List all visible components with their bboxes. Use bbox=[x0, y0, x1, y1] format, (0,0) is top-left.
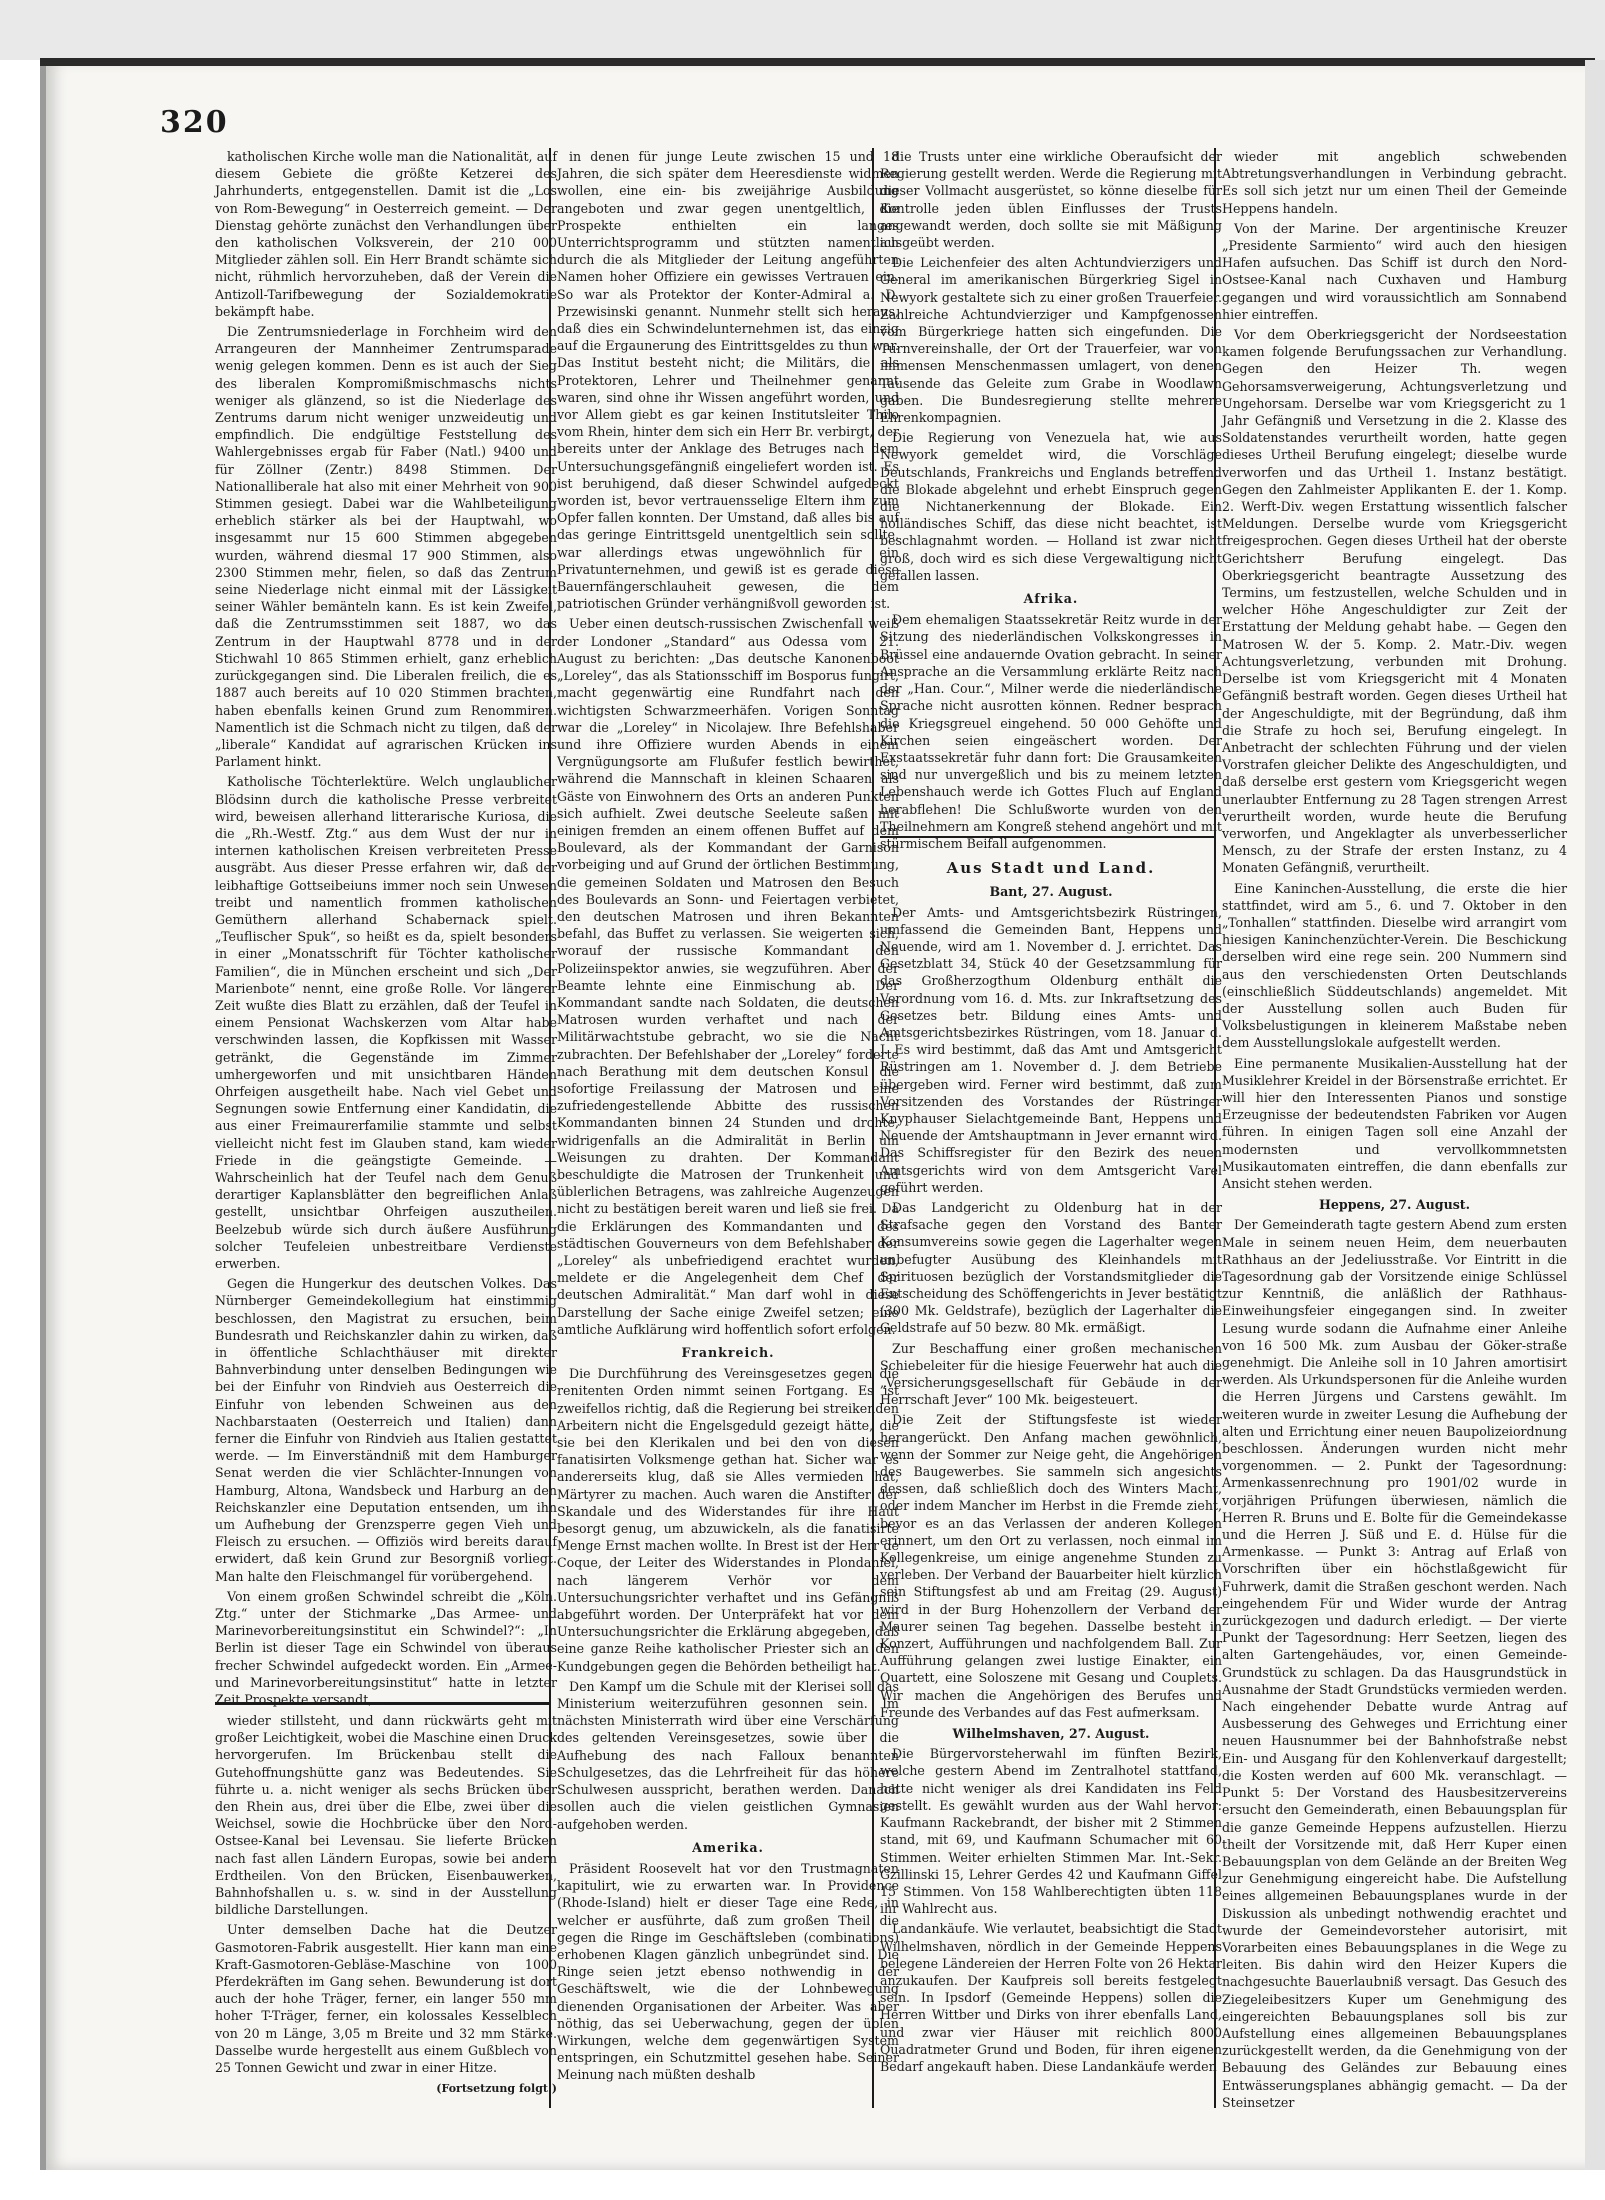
page-right-edge bbox=[1585, 60, 1605, 2170]
paragraph: in denen für junge Leute zwischen 15 und 18 Jahren, die sich später dem Heeresdienste widmen wollen, eine ein- bis zweijährige Ausbildung angeboten und zwar gegen unentgeltlich, die Prospekte enthielten ein langes Unterrichtsprogramm und stützten namentlich durch die als Mitglieder der Leitung angeführten Namen hoher Offiziere ein gewisses Vertrauen ein. So war als Protektor der Konter-Admiral a. D. Przewisinski genannt. Nunmehr stellt sich heraus, daß dies ein Schwindelunternehmen ist, das einzig auf die Ergaunerung des Eintrittsgeldes zu thun war. Das Institut besteht nicht; die Militärs, die als Protektoren, Lehrer und Theilnehmer genannt waren, sind ohne ihr Wissen angeführt worden, und vor Allem giebt es gar keinen Institutsleiter Thilo vom Rhein, hinter dem sich ein Herr Br. verbirgt, der bereits unter der Anklage des Betruges nach dem Untersuchungsgefängniß eingeliefert worden ist. Es ist beruhigend, daß dieser Schwindel aufgedeckt worden ist, bevor vertrauensselige Eltern ihm zum Opfer fallen konnten. Der Umstand, daß alles bis auf das geringe Eintrittsgeld unentgeltlich sein sollte, war allerdings etwas ungewöhnlich für ein Privatunternehmen, und gewiß ist es gerade diese Bauernfängerschlauheit gewesen, die dem patriotischen Gründer verhängnißvoll geworden ist. bbox=[557, 149, 899, 612]
page-top-edge bbox=[40, 58, 1595, 66]
paragraph: katholischen Kirche wolle man die Nationalität, auf diesem Gebiete die größte Ketzerei des Jahrhunderts, entgegenstellen. Damit ist die „Los von Rom-Bewegung“ in Oesterreich gemeint. — Der Dienstag gehörte zunächst den Verhandlungen über den katholischen Volksverein, der 210 000 Mitglieder zählen soll. Ein Herr Brandt schämte sich nicht, rühmlich hervorzuheben, daß der Verein die Antizoll-Tarifbewegung der Sozialdemokratie bekämpft habe. bbox=[215, 149, 557, 319]
column-3 bbox=[880, 148, 1222, 2108]
heading-afrika: Afrika. bbox=[1023, 591, 1079, 607]
paragraph: Die Durchführung des Vereinsgesetzes gegen die renitenten Orden nimmt seinen Fortgang. Es ist zweifellos richtig, daß die Regierung bei streikenden Arbeitern nicht die Engelsgeduld gezeigt hätte, die sie bei den Klerikalen und bei den von diesen fanatisirten Volksmenge gethan hat. Sicher war es andererseits klug, daß sie Alles vermieden hat, Märtyrer zu machen. Auch waren die Anstifter der Skandale und des Widerstandes für ihre Haut besorgt genug, um abzuwickeln, als die fanatisirte Menge Ernst machen wollte. In Brest ist der Herr de Coque, der Leiter des Widerstandes in Plondaniel, nach längerem Verhör vor dem Untersuchungsrichter verhaftet und ins Gefängniß abgeführt worden. Der Unterpräfekt hat vor dem Untersuchungsrichter die Erklärung abgegeben, daß eine ganze Reihe katholischer Priester sich an den Kundgebungen gegen die Behörden betheiligt hat. bbox=[557, 1366, 899, 1674]
heading-frankreich: Frankreich. bbox=[681, 1345, 775, 1361]
page-number: 320 bbox=[160, 105, 229, 140]
feuilleton-column bbox=[215, 1712, 557, 2107]
paragraph: Die Bürgervorsteherwahl im fünften Bezirk, welche gestern Abend im Zentralhotel stattfand, hatte nicht weniger als drei Kandidaten ins Feld gestellt. Es gewählt wurden aus der Wahl hervor: Kaufmann Rackebrandt, der bisher mit 2 Stimmen stand, mit 69, und Kaufmann Schumacher mit 60 Stimmen. Weiter erhielten Stimmen Mar. Int.-Sekr. Gzillinski 15, Lehrer Gerdes 42 und Kaufmann Giffel 15 Stimmen. Von 158 Wahlberechtigten übten 118 ihr Wahlrecht aus. bbox=[880, 1746, 1222, 1917]
paragraph: Vor dem Oberkriegsgericht der Nordseestation kamen folgende Berufungssachen zur Verhandlung. Gegen den Heizer Th. wegen Gehorsamsverweigerung, Achtungsverletzung und Ungehorsam. Derselbe war vom Kriegsgericht zu 1 Jahr Gefängniß und Versetzung in die 2. Klasse des Soldatenstandes verurtheilt worden, hatte gegen dieses Urtheil Berufung eingelegt; dieselbe wurde verworfen und das Urtheil 1. Instanz bestätigt. Gegen den Zahlmeister Applikanten E. der 1. Komp. 2. Werft-Div. wegen Erstattung wissentlich falscher Meldungen. Derselbe wurde vom Kriegsgericht freigesprochen. Gegen dieses Urtheil hat der oberste Gerichtsherr Berufung eingelegt. Das Oberkriegsgericht beantragte Aussetzung des Termins, um festzustellen, welche Schulden und in welcher Höhe Angeschuldigter zur Zeit der Erstattung der Meldung gehabt habe. — Gegen den Matrosen W. der 5. Komp. 2. Matr.-Div. wegen Achtungsverletzung, verbunden mit Drohung. Derselbe ist vom Kriegsgericht mit 4 Monaten Gefängniß bestraft worden. Gegen dieses Urtheil hat der Angeschuldigte, mit der Begründung, daß ihm die Strafe zu hoch sei, Berufung eingelegt. In Anbetracht der schlechten Führung und der vielen Vorstrafen gleicher Delikte des Angeschuldigten, und daß derselbe erst gestern vom Kriegsgericht wegen unerlaubter Entfernung zu 28 Tagen strengen Arrest verurtheilt worden, wurde heute die Berufung verworfen, und Angeklagter als unverbesserlicher Mensch, zu der Strafe der ersten Instanz, zu 4 Monaten Gefängniß, verurtheilt. bbox=[1222, 327, 1567, 876]
paragraph: Eine Kaninchen-Ausstellung, die erste die hier stattfindet, wird am 5., 6. und 7. Oktober in den „Tonhallen“ stattfinden. Dieselbe wird arrangirt vom hiesigen Kaninchenzüchter-Verein. Die Beschickung derselben wird eine rege sein. 200 Nummern sind aus den verschiedensten Orten Deutschlands (einschließlich Süddeutschlands) angemeldet. Mit der Ausstellung sollen auch Buden für Volksbelustigungen in kleinerem Maßstabe neben dem Ausstellungslokale aufgestellt werden. bbox=[1222, 880, 1567, 1051]
paragraph: Die Zentrumsniederlage in Forchheim wird den Arrangeuren der Mannheimer Zentrumsparade wenig gelegen kommen. Denn es ist auch der Sieg des liberalen Kompromißmischmaschs nichts weniger als glänzend, so ist die Niederlage des Zentrums darum nicht weniger unzweideutig und empfindlich. Die endgültige Feststellung des Wahlergebnisses ergab für Faber (Natl.) 9400 und für Zöllner (Zentr.) 8498 Stimmen. Der Nationalliberale hat also mit einer Mehrheit von 900 Stimmen gesiegt. Dabei war die Wahlbeteiligung erheblich stärker als bei der Hauptwahl, wo insgesammt nur 15 600 Stimmen abgegeben wurden, während diesmal 17 900 Stimmen, also 2300 Stimmen mehr, fielen, so daß das Zentrum seine Niederlage nicht einmal mit der Lässigkeit seiner Wähler bemänteln kann. Es ist kein Zweifel, daß die Zentrumsstimmen seit 1887, wo das Zentrum in der Hauptwahl 8778 und in der Stichwahl 10 865 Stimmen erhielt, ganz erheblich zurückgegangen sind. Die Liberalen freilich, die es 1887 auch bereits auf 10 020 Stimmen brachten, haben ebenfalls keinen Grund zum Renommiren. Namentlich ist die Schmach nicht zu tilgen, daß der „liberale“ Kandidat auf agrarischen Krücken ins Parlament hinkt. bbox=[215, 324, 557, 770]
paragraph: Landankäufe. Wie verlautet, beabsichtigt die Stadt Wilhelmshaven, nördlich in der Gemeinde Heppens belegene Ländereien der Herren Folte von 26 Hektar anzukaufen. Der Kaufpreis soll bereits festgelegt sein. In Ipsdorf (Gemeinde Heppens) sollen die Herren Wittber und Dirks von ihrer ebenfalls Land, und zwar vier Häuser mit reichlich 8000 Quadratmeter Grund und Boden, für ihren eigenen Bedarf angekauft haben. Diese Landankäufe werden bbox=[880, 1921, 1222, 2074]
column-2 bbox=[557, 148, 899, 2108]
column-4 bbox=[1222, 148, 1567, 2108]
paragraph: Unter demselben Dache hat die Deutzer Gasmotoren-Fabrik ausgestellt. Hier kann man eine Kraft-Gasmotoren-Gebläse-Maschine von 1000 Pferdekräften im Gang sehen. Bewunderung ist dort auch der hohe Träger, ferner, ein langer 550 mm hoher T-Träger, ferner, ein kolossales Kesselblech von 20 m Länge, 3,05 m Breite und 32 mm Stärke. Dasselbe wurde hergestellt aus einem Gußblech von 25 Tonnen Gewicht und zwar in einer Hitze. bbox=[215, 1922, 557, 2076]
paragraph: Gegen die Hungerkur des deutschen Volkes. Das Nürnberger Gemeindekollegium hat einstimmig beschlossen, den Magistrat zu ersuchen, beim Bundesrath und Reichskanzler dahin zu wirken, daß in öffentliche Schlachthäuser mit direkter Bahnverbindung unter denselben Bedingungen wie bei der Einfuhr von Rindvieh aus Oesterreich die Einfuhr von lebenden Schweinen aus den Nachbarstaaten (Oesterreich und Italien) dann ferner die Einfuhr von Rindvieh aus Italien gestattet werde. — Im Einverständniß mit dem Hamburger Senat werden die vier Schlächter-Innungen von Hamburg, Altona, Wandsbeck und Harburg an den Reichskanzler eine Deputation entsenden, um ihn um Aufhebung der Grenzsperre gegen Vieh und Fleisch zu ersuchen. — Offiziös wird bereits darauf erwidert, daß kein Grund zur Besorgniß vorliegt. Man halte den Fleischmangel für vorübergehend. bbox=[215, 1276, 557, 1584]
paragraph: Den Kampf um die Schule mit der Klerisei soll das Ministerium weiterzuführen gesonnen sein. Im nächsten Ministerrath wird über eine Verschärfung des geltenden Vereinsgesetzes, sowie über die Aufhebung des nach Falloux benannten Schulgesetzes, das die Lehrfreiheit für das höhere Schulwesen ausspricht, berathen werden. Danach sollen auch die vielen geistlichen Gymnasien aufgehoben werden. bbox=[557, 1678, 899, 1832]
paragraph: Die Regierung von Venezuela hat, wie aus Newyork gemeldet wird, die Vorschläge Deutschlands, Frankreichs und Englands betreffend die Blokade abgelehnt und erhebt Einspruch gegen die Nichtanerkennung der Blokade. Ein holländisches Schiff, das diese nicht beachtet, ist beschlagnahmt worden. — Holland ist zwar nicht groß, doch wird es sich diese Vergewaltigung nicht gefallen lassen. bbox=[880, 430, 1222, 583]
paragraph: Katholische Töchterlektüre. Welch unglaublicher Blödsinn durch die katholische Presse verbreitet wird, beweisen allerhand litterarische Kuriosa, die die „Rh.-Westf. Ztg.“ aus dem Wust der nur in internen katholischen Kreisen verbreiteten Presse ausgräbt. Aus dieser Presse erfahren wir, daß der leibhaftige Gottseibeiuns immer noch sein Unwesen treibt und namentlich frommen katholischen Gemüthern allerhand Schabernack spielt. „Teuflischer Spuk“, so heißt es da, spielt besonders in einer „Monatsschrift für Töchter katholischer Familien“, die in München erscheint und sich „Der Marienbote“ nennt, eine große Rolle. Vor längerer Zeit wußte dies Blatt zu erzählen, daß der Teufel in einem Pensionat Wachskerzen vom Altar habe verschwinden lassen, die Kopfkissen mit Wasser getränkt, die Gegenstände im Zimmer umhergeworfen und mit unsichtbaren Händen Ohrfeigen ausgetheilt habe. Nach viel Gebet und Segnungen sowie Entfernung einer Kandidatin, die aus einer Freimaurerfamilie stammte und selbst vielleicht nicht fest im Glauben stand, kam wieder Friede in die geängstigte Gemeinde. — Wahrscheinlich hat der Teufel nach dem Genuß derartiger Kaplansblätter den begreiflichen Anlaß gestellt, unsichtbar Ohrfeigen auszutheilen. Beelzebub würde sich durch äußere Ausführung solcher Teufeleien unbestreitbare Verdienste erwerben. bbox=[215, 774, 557, 1271]
paragraph: Ueber einen deutsch-russischen Zwischenfall weiß der Londoner „Standard“ aus Odessa vom 21. August zu berichten: „Das deutsche Kanonenboot „Loreley“, das als Stationsschiff im Bosporus fungirt, macht gegenwärtig eine Rundfahrt nach den wichtigsten Schwarzmeerhäfen. Vorigen Sonntag war die „Loreley“ in Nicolajew. Ihre Befehlshaber und ihre Offiziere wurden Abends in einem Vergnügungsorte am Flußufer festlich bewirthet, während die Mannschaft in kleinen Schaaren als Gäste von Einwohnern des Orts an anderen Punkten sich aufhielt. Zwei deutsche Seeleute saßen mit einigen fremden an einem offenen Buffet auf dem Boulevard, als der Kommandant der Garnison vorbeiging und auf Grund der örtlichen Bestimmung, die gemeinen Soldaten und Matrosen den Besuch des Boulevards an Sonn- und Feiertagen verbietet, den deutschen Matrosen und ihren Bekannten befahl, das Buffet zu verlassen. Sie weigerten sich, worauf der russische Kommandant den Polizeiinspektor anwies, sie wegzuführen. Aber der Beamte lehnte eine Einmischung ab. Der Kommandant sandte nach Soldaten, die deutschen Matrosen wurden verhaftet und nach der Militärwachtstube gebracht, wo sie die Nacht zubrachten. Der Befehlshaber der „Loreley“ forderte nach Berathung mit dem deutschen Konsul die sofortige Freilassung der Matrosen und eine zufriedengestellende Abbitte des russischen Kommandanten binnen 24 Stunden und drohte, widrigenfalls an die Admiralität in Berlin um Weisungen zu drahten. Der Kommandant beschuldigte die Matrosen der Trunkenheit und üblerlichen Betragens, was zahlreiche Augenzeugen nicht zu bestätigen bereit waren und ließ sie frei. Da die Erklärungen des Kommandanten und des städtischen Gouverneurs von dem Befehlshaber der „Loreley“ als unbefriedigend erachtet wurden, meldete er die Angelegenheit dem Chef der deutschen Admiralität.“ Man darf wohl in diese Darstellung der Sache einige Zweifel setzen; eine amtliche Aufklärung wird hoffentlich sofort erfolgen. bbox=[557, 616, 899, 1337]
scan-background bbox=[0, 0, 1605, 60]
paragraph: Die Zeit der Stiftungsfeste ist wieder herangerückt. Den Anfang machen gewöhnlich, wenn der Sommer zur Neige geht, die Angehörigen des Baugewerbes. Sie sammeln sich angesichts dessen, daß schließlich doch des Winters Macht, oder indem Mancher im Herbst in die Fremde zieht, bevor es an das Verlassen der anderen Kollegen erinnert, um den Ort zu verlassen, noch einmal im Kollegenkreise, um einige angenehme Stunden zu verleben. Der Verband der Bauarbeiter hielt kürzlich sein Stiftungsfest ab und am Freitag (29. August) wird in der Burg Hohenzollern der Verband der Maurer seinen Tag begehen. Dasselbe besteht in Konzert, Aufführungen und nachfolgendem Ball. Zur Aufführung gelangen zwei lustige Einakter, ein Quartett, eine Soloszene mit Gesang und Couplets. Wir machen die Angehörigen des Berufes und Freunde des Verbandes auf das Fest aufmerksam. bbox=[880, 1412, 1222, 1720]
paragraph: Von einem großen Schwindel schreibt die „Köln. Ztg.“ unter der Stichmarke „Das Armee- und Marinevorbereitungsinstitut ein Schwindel?“: „In Berlin ist dieser Tage ein Schwindel von überaus frecher Schwindel aufgedeckt worden. Ein „Armee- und Marinevorbereitungsinstitut“ hatte in letzter Zeit Prospekte versandt, bbox=[215, 1588, 557, 1708]
paragraph: Der Gemeinderath tagte gestern Abend zum ersten Male in seinem neuen Heim, dem neuerbauten Rathhaus an der Jedeliusstraße. Vor Eintritt in die Tagesordnung gab der Vorsitzende einige Schlüssel zur Kenntniß, die anläßlich der Rathhaus-Einweihungsfeier eingegangen sind. In zweiter Lesung wurde sodann die Aufnahme einer Anleihe von 16 500 Mk. zum Ausbau der Göker-straße genehmigt. Die Anleihe soll in 10 Jahren amortisirt werden. Als Urkundspersonen für die Anleihe wurden die Herren Jürgens und Carstens gewählt. Im weiteren wurde in zweiter Lesung die Aufhebung der alten und Errichtung einer neuen Baupolizeiordnung beschlossen. Änderungen wurden nicht mehr vorgenommen. — 2. Punkt der Tagesordnung: Armenkassenrechnung pro 1901/02 wurde in vorjährigen Prüfungen überwiesen, nämlich die Herren R. Bruns und E. Bolte für die Gemeindekasse und die Herren J. Süß und E. d. Hülse für die Armenkasse. — Punkt 3: Antrag auf Erlaß von Vorschriften über ein höchstlaßgewicht für Fuhrwerk, damit die Straßen geschont werden. Nach eingehendem Für und Wider wurde der Antrag zurückgezogen und dadurch erledigt. — Der vierte Punkt der Tagesordnung: Herr Seetzen, liegen des alten Gartengehäudes, vor, einen Gemeinde-Grundstück zu schlagen. Da das Hausgrundstück in Ausnahme der Stadt Grundstücks vermieden werden. Nach eingehender Debatte wurde Antrag auf Ausbesserung des Gehweges und Errichtung einer neuen Hausnummer bei der Bahnhofstraße nebst Ein- und Ausgang für den Kohlenverkauf dargestellt; die Kosten werden auf 600 Mk. veranschlagt. — Punkt 5: Der Vorstand des Hausbesitzervereins ersucht den Gemeinderath, einen Bebauungsplan für die ganze Gemeinde Heppens aufzustellen. Hierzu theilt der Vorsitzende mit, daß Herr Kuper einen Bebauungsplan von dem Gelände an der Breiten Weg zur Genehmigung eingereicht habe. Die Aufstellung eines allgemeinen Bebauungsplanes wurde in der Diskussion als unbedingt nothwendig erachtet und wurde der Gemeindevorsteher autorisirt, mit Vorarbeiten eines Bebauungsplanes in die Wege zu leiten. Bis dahin wird den Heizer Kupers die nachgesuchte Bauerlaubniß versagt. Das Gesuch des Ziegeleibesitzers Kuper um Genehmigung des eingereichten Bebauungsplanes soll bis zur Aufstellung eines allgemeinen Bebauungsplanes zurückgestellt werden, da die Genehmigung von der Bebauung des Geländes zur Bebauung eines Entwässerungsplanes abhängig gemacht. — Da der Steinsetzer bbox=[1222, 1217, 1567, 2110]
dateline: Wilhelmshaven, 27. August. bbox=[952, 1726, 1150, 1742]
dateline: Heppens, 27. August. bbox=[1318, 1197, 1471, 1213]
paragraph: wieder mit angeblich schwebenden Abtretungsverhandlungen in Verbindung gebracht. Es soll sich jetzt nur um einen Theil der Gemeinde Heppens handeln. bbox=[1222, 149, 1567, 216]
paragraph: die Trusts unter eine wirkliche Oberaufsicht der Regierung gestellt werden. Werde die Regierung mit dieser Vollmacht ausgerüstet, so könne dieselbe für Kontrolle jeden üblen Einflusses der Trusts angewandt werden, doch sollte sie mit Mäßigung ausgeübt werden. bbox=[880, 149, 1222, 251]
paragraph: Der Amts- und Amtsgerichtsbezirk Rüstringen, umfassend die Gemeinden Bant, Heppens und Neuende, wird am 1. November d. J. errichtet. Das Gesetzblatt 34, Stück 40 der Gesetzsammlung für das Großherzogthum Oldenburg enthält die Verordnung vom 16. d. Mts. zur Inkraftsetzung des Gesetzes betr. Bildung eines Amts- und Amtsgerichtsbezirkes Rüstringen, vom 18. Januar d. J. Es wird bestimmt, daß das Amt und Amtsgericht Rüstringen am 1. November d. J. dem Betriebe übergeben wird. Ferner wird bestimmt, daß zum Vorsitzenden des Vorstandes der Rüstringer Knyphauser Sielachtgemeinde Bant, Heppens und Neuende der Amtshauptmann in Jever ernannt wird. Das Schiffsregister für den Bezirk des neuen Amtsgerichts wird von dem Amtsgericht Varel geführt werden. bbox=[880, 904, 1222, 1195]
paragraph: Die Leichenfeier des alten Achtundvierzigers und General im amerikanischen Bürgerkrieg Sigel in Newyork gestaltete sich zu einer großen Trauerfeier. Zahlreiche Achtundvierziger und Kampfgenossen vom Bürgerkriege hatten sich eingefunden. Die Turnvereinshalle, der Ort der Trauerfeier, war von immensen Menschenmassen umlagert, von denen Tausende das Geleite zum Grabe in Woodlawn gaben. Die Bundesregierung stellte mehrere Ehrenkompagnien. bbox=[880, 255, 1222, 426]
paragraph: Präsident Roosevelt hat vor den Trustmagnaten kapitulirt, wie zu erwarten war. In Providence (Rhode-Island) hielt er dieser Tage eine Rede, in welcher er ausführte, daß zum großen Theil die gegen die Ringe im Geschäftsleben (combinations) erhobenen Klagen gänzlich unbegründet sind. Die Ringe seien jetzt ebenso nothwendig in der Geschäftswelt, wie die der Lohnbewegung dienenden Organisationen der Arbeiter. Was aber nöthig, das sei Ueberwachung, gegen der üblen Wirkungen, welche dem gegenwärtigen System entspringen, ein Schutzmittel gesehen habe. Seiner Meinung nach müßten deshalb bbox=[557, 1860, 899, 2083]
paragraph: Das Landgericht zu Oldenburg hat in der Strafsache gegen den Vorstand des Banter Konsumvereins sowie gegen die Lagerhalter wegen unbefugter Ausübung des Kleinhandels mit Spirituosen bezüglich der Vorstandsmitglieder die Entscheidung des Schöffengerichts in Jever bestätigt (300 Mk. Geldstrafe), bezüglich der Lagerhalter die Geldstrafe auf 50 bezw. 80 Mk. ermäßigt. bbox=[880, 1199, 1222, 1336]
paragraph: Von der Marine. Der argentinische Kreuzer „Presidente Sarmiento“ wird auch den hiesigen Hafen aufsuchen. Das Schiff ist durch den Nord-Ostsee-Kanal nach Cuxhaven und Hamburg gegangen und wird voraussichtlich am Sonnabend hier eintreffen. bbox=[1222, 220, 1567, 322]
paragraph: Eine permanente Musikalien-Ausstellung hat der Musiklehrer Kreidel in der Börsenstraße errichtet. Er will hier den Interessenten Pianos und sonstige Erzeugnisse der bedeutendsten Fabriken vor Augen führen. In einigen Tagen soll eine Anzahl der modernsten und vervollkommnetsten Musikautomaten eintreffen, die dann ebenfalls zur Ansicht stehen werden. bbox=[1222, 1055, 1567, 1191]
paragraph: Dem ehemaligen Staatssekretär Reitz wurde in der Sitzung des niederländischen Volkskongresses in Brüssel eine andauernde Ovation gebracht. In seiner Ansprache an die Versammlung erklärte Reitz nach der „Han. Cour.“, Milner werde die niederländische Sprache nicht ausrotten können. Redner besprach die Kriegsgreuel eingehend. 50 000 Gehöfte und Kirchen seien eingeäschert worden. Der Exstaatssekretär fuhr dann fort: Die Grausamkeiten sind nur unvergeßlich und bis zu meinem letzten Lebenshauch werde ich Gottes Fluch auf England herabflehen! Die Schlußworte wurden von den Theilnehmern am Kongreß stehend angehört und mit stürmischem Beifall aufgenommen. bbox=[880, 612, 1222, 851]
heading-amerika: Amerika. bbox=[692, 1839, 764, 1855]
column-1 bbox=[215, 148, 557, 1708]
paragraph: Zur Beschaffung einer großen mechanischen Schiebeleiter für die hiesige Feuerwehr hat auch die „Versicherungsgesellschaft für Gebäude in der Herrschaft Jever“ 100 Mk. beigesteuert. bbox=[880, 1340, 1222, 1408]
section-heading: Aus Stadt und Land. bbox=[946, 859, 1156, 878]
continuation-note: (Fortsetzung folgt.) bbox=[436, 2082, 557, 2096]
paragraph: wieder stillsteht, und dann rückwärts geht mit großer Leichtigkeit, wobei die Maschine einen Druck hervorgerufen. Im Brückenbau stellt die Gutehoffnungshütte ganz was Bedeutendes. Sie führte u. a. nicht weniger als sechs Brücken über den Rhein aus, drei über die Elbe, zwei über die Weichsel, sowie die Hochbrücke über den Nord-Ostsee-Kanal bei Levensau. Sie lieferte Brücken nach fast allen Ländern Europas, sowie bei andern Erdtheilen. Von den Brücken, Eisenbauwerken, Bahnhofshallen u. s. w. sind in der Ausstellung bildliche Darstellungen. bbox=[215, 1713, 557, 1918]
dateline: Bant, 27. August. bbox=[989, 884, 1113, 900]
